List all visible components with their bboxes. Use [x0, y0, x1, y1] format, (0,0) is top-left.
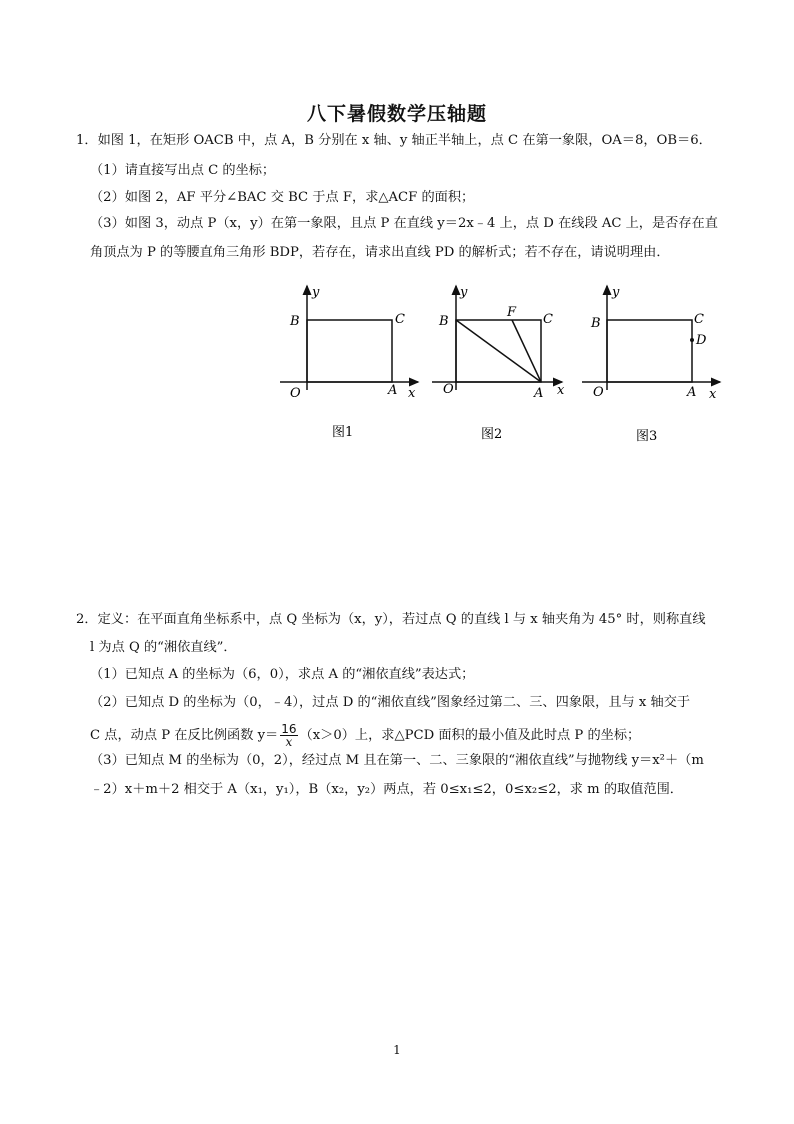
- question-2-stem-line-1: 2．定义：在平面直角坐标系中，点 Q 坐标为（x，y），若过点 Q 的直线 l 与 x 轴夹角为 45° 时，则称直线: [76, 612, 706, 627]
- fig2-label-x: x: [557, 383, 565, 398]
- fig1-rectangle: [307, 320, 392, 382]
- question-2-part-3-line-2: ﹣2）x＋m＋2 相交于 A（x₁，y₁），B（x₂，y₂）两点，若 0≤x₁≤2，0≤x₂≤2，求 m 的取值范围．: [90, 782, 683, 797]
- figure-1: [280, 285, 418, 401]
- fig1-label-x: x: [408, 386, 416, 401]
- fig2-label-y: y: [460, 285, 468, 300]
- fig3-label-x: x: [709, 387, 717, 402]
- fig2-label-O: O: [443, 382, 454, 397]
- question-2-part-2-text-after: （x＞0）上，求△PCD 面积的最小值及此时点 P 的坐标；: [299, 728, 641, 743]
- question-2-part-2-text-before: C 点，动点 P 在反比例函数 y＝: [90, 728, 279, 743]
- question-2-part-1: （1）已知点 A 的坐标为（6，0），求点 A 的“湘依直线”表达式；: [90, 667, 475, 682]
- fig2-label-B: B: [439, 314, 449, 329]
- fig1-label-O: O: [290, 386, 301, 401]
- question-1-part-2: （2）如图 2，AF 平分∠BAC 交 BC 于点 F，求△ACF 的面积；: [90, 190, 475, 205]
- fig3-label-y: y: [612, 285, 620, 300]
- question-2-part-2-line-1: （2）已知点 D 的坐标为（0，﹣4），过点 D 的“湘依直线”图象经过第二、三、四象限，且与 x 轴交于: [90, 695, 691, 710]
- figure-2-caption: 图2: [481, 427, 503, 442]
- fig1-label-A: A: [388, 383, 398, 398]
- question-1-figures: [270, 278, 730, 458]
- figure-3-caption: 图3: [636, 429, 658, 444]
- fig3-label-B: B: [591, 316, 601, 331]
- fig2-label-C: C: [543, 312, 553, 327]
- fraction-numerator: 16: [281, 722, 297, 736]
- fig1-label-B: B: [290, 314, 300, 329]
- question-2-part-3-line-1: （3）已知点 M 的坐标为（0，2），经过点 M 且在第一、二、三象限的“湘依直线”与抛物线 y＝x²＋（m: [90, 753, 704, 768]
- fig3-point-D: [690, 338, 694, 342]
- fig2-label-A: A: [534, 386, 544, 401]
- question-1-part-3-line-1: （3）如图 3，动点 P（x，y）在第一象限，且点 P 在直线 y＝2x﹣4 上，点 D 在线段 AC 上，是否存在直: [90, 216, 718, 231]
- question-2-stem-line-2: l 为点 Q 的“湘依直线”．: [90, 640, 237, 655]
- fig3-label-O: O: [593, 385, 604, 400]
- fraction-denominator: x: [285, 735, 293, 749]
- question-1-stem: 1．如图 1，在矩形 OACB 中，点 A，B 分别在 x 轴、y 轴正半轴上，点 C 在第一象限，OA＝8，OB＝6．: [76, 133, 712, 148]
- figures-svg: [270, 278, 730, 458]
- figure-2: [432, 285, 565, 401]
- page-title: 八下暑假数学压轴题: [306, 103, 487, 125]
- figure-3: [582, 285, 720, 402]
- page-number: 1: [393, 1043, 401, 1057]
- fraction-16-over-x: [280, 723, 297, 748]
- question-1-part-3-line-2: 角顶点为 P 的等腰直角三角形 BDP，若存在，请求出直线 PD 的解析式；若不存在，请说明理由．: [90, 245, 670, 260]
- fig3-rectangle: [607, 320, 692, 382]
- question-1-part-1: （1）请直接写出点 C 的坐标；: [90, 163, 276, 178]
- fig2-segment-BA: [456, 320, 541, 382]
- fig2-label-F: F: [507, 305, 517, 320]
- fig2-segment-FA: [512, 320, 541, 382]
- fig3-label-D: D: [696, 333, 707, 348]
- fig1-label-y: y: [312, 285, 320, 300]
- fig3-label-A: A: [687, 385, 697, 400]
- figure-1-caption: 图1: [332, 425, 354, 440]
- fig1-label-C: C: [395, 312, 405, 327]
- fig3-label-C: C: [694, 312, 704, 327]
- question-2-part-2-line-2: [90, 723, 640, 748]
